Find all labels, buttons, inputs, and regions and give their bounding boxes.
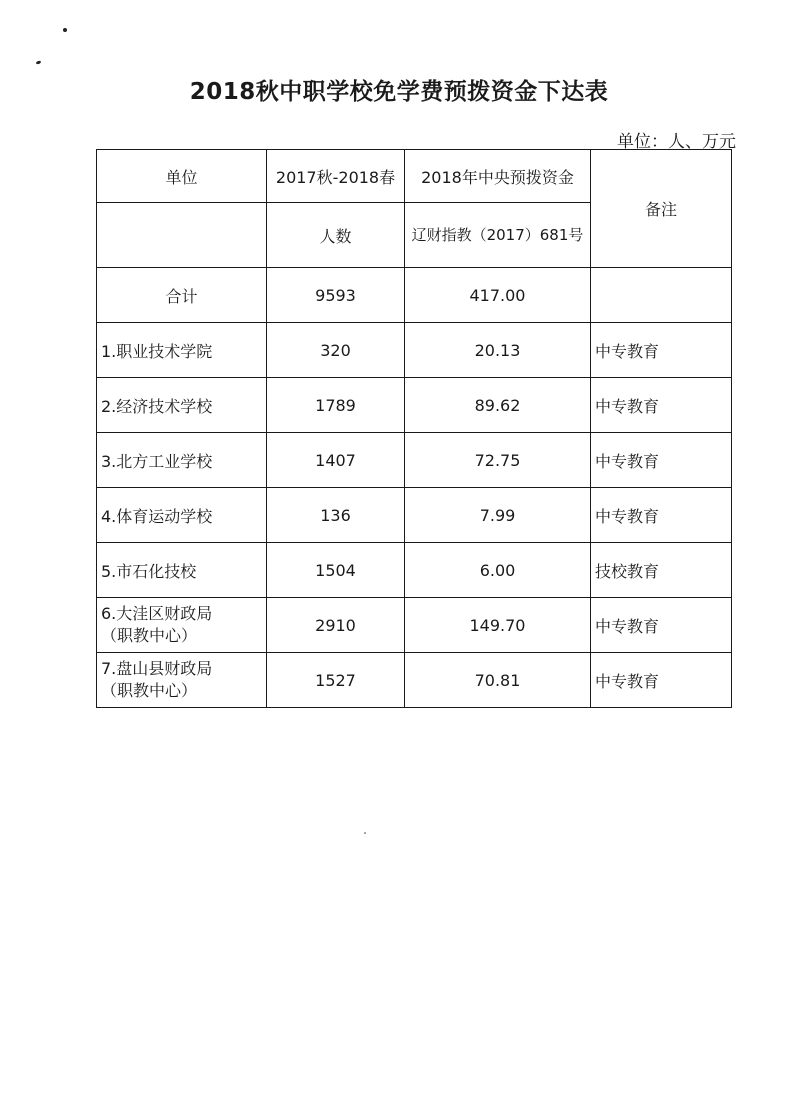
row-name-cell [97,598,267,653]
header-funds: 2018年中央预拨资金 [405,150,591,203]
header-remarks: 备注 [591,150,732,268]
row-remark: 中专教育 [591,323,732,378]
row-name: 1.职业技术学院 [97,323,267,378]
scan-speck [36,60,42,65]
row-name: 2.经济技术学校 [97,378,267,433]
row-remark: 中专教育 [591,378,732,433]
row-name: 6.大洼区财政局 [101,604,213,623]
total-amount: 417.00 [405,268,591,323]
row-remark: 中专教育 [591,488,732,543]
scan-speck [364,832,366,834]
total-label: 合计 [97,268,267,323]
table-row [97,433,732,488]
total-people: 9593 [267,268,405,323]
row-people: 2910 [267,598,405,653]
row-name: 7.盘山县财政局 [101,659,213,678]
row-remark: 中专教育 [591,433,732,488]
table-row [97,598,732,653]
row-people: 136 [267,488,405,543]
row-remark: 技校教育 [591,543,732,598]
row-amount: 6.00 [405,543,591,598]
table-row [97,543,732,598]
row-name: 5.市石化技校 [97,543,267,598]
row-amount: 89.62 [405,378,591,433]
table-row [97,653,732,708]
allocation-table [96,149,732,708]
row-amount: 7.99 [405,488,591,543]
row-people: 1527 [267,653,405,708]
header-unit: 单位 [97,150,267,203]
row-name: 3.北方工业学校 [97,433,267,488]
table-row [97,323,732,378]
row-people: 1789 [267,378,405,433]
header-row [97,150,732,203]
unit-note: 单位：人、万元 [617,132,736,152]
row-remark: 中专教育 [591,598,732,653]
row-people: 1407 [267,433,405,488]
row-amount: 72.75 [405,433,591,488]
row-amount: 149.70 [405,598,591,653]
page-title: 2018秋中职学校免学费预拨资金下达表 [189,79,609,105]
row-remark: 中专教育 [591,653,732,708]
row-name: 4.体育运动学校 [97,488,267,543]
header-blank [97,203,267,268]
row-name-sub: （职教中心） [101,681,198,700]
row-name-sub: （职教中心） [101,626,198,645]
header-period: 2017秋-2018春 [267,150,405,203]
row-name-cell [97,653,267,708]
total-row [97,268,732,323]
header-doc-no: 辽财指教（2017）681号 [405,203,591,268]
table-row [97,488,732,543]
total-remark [591,268,732,323]
table-row [97,378,732,433]
row-people: 1504 [267,543,405,598]
row-amount: 20.13 [405,323,591,378]
scan-speck [63,28,67,32]
row-people: 320 [267,323,405,378]
header-people: 人数 [267,203,405,268]
row-amount: 70.81 [405,653,591,708]
